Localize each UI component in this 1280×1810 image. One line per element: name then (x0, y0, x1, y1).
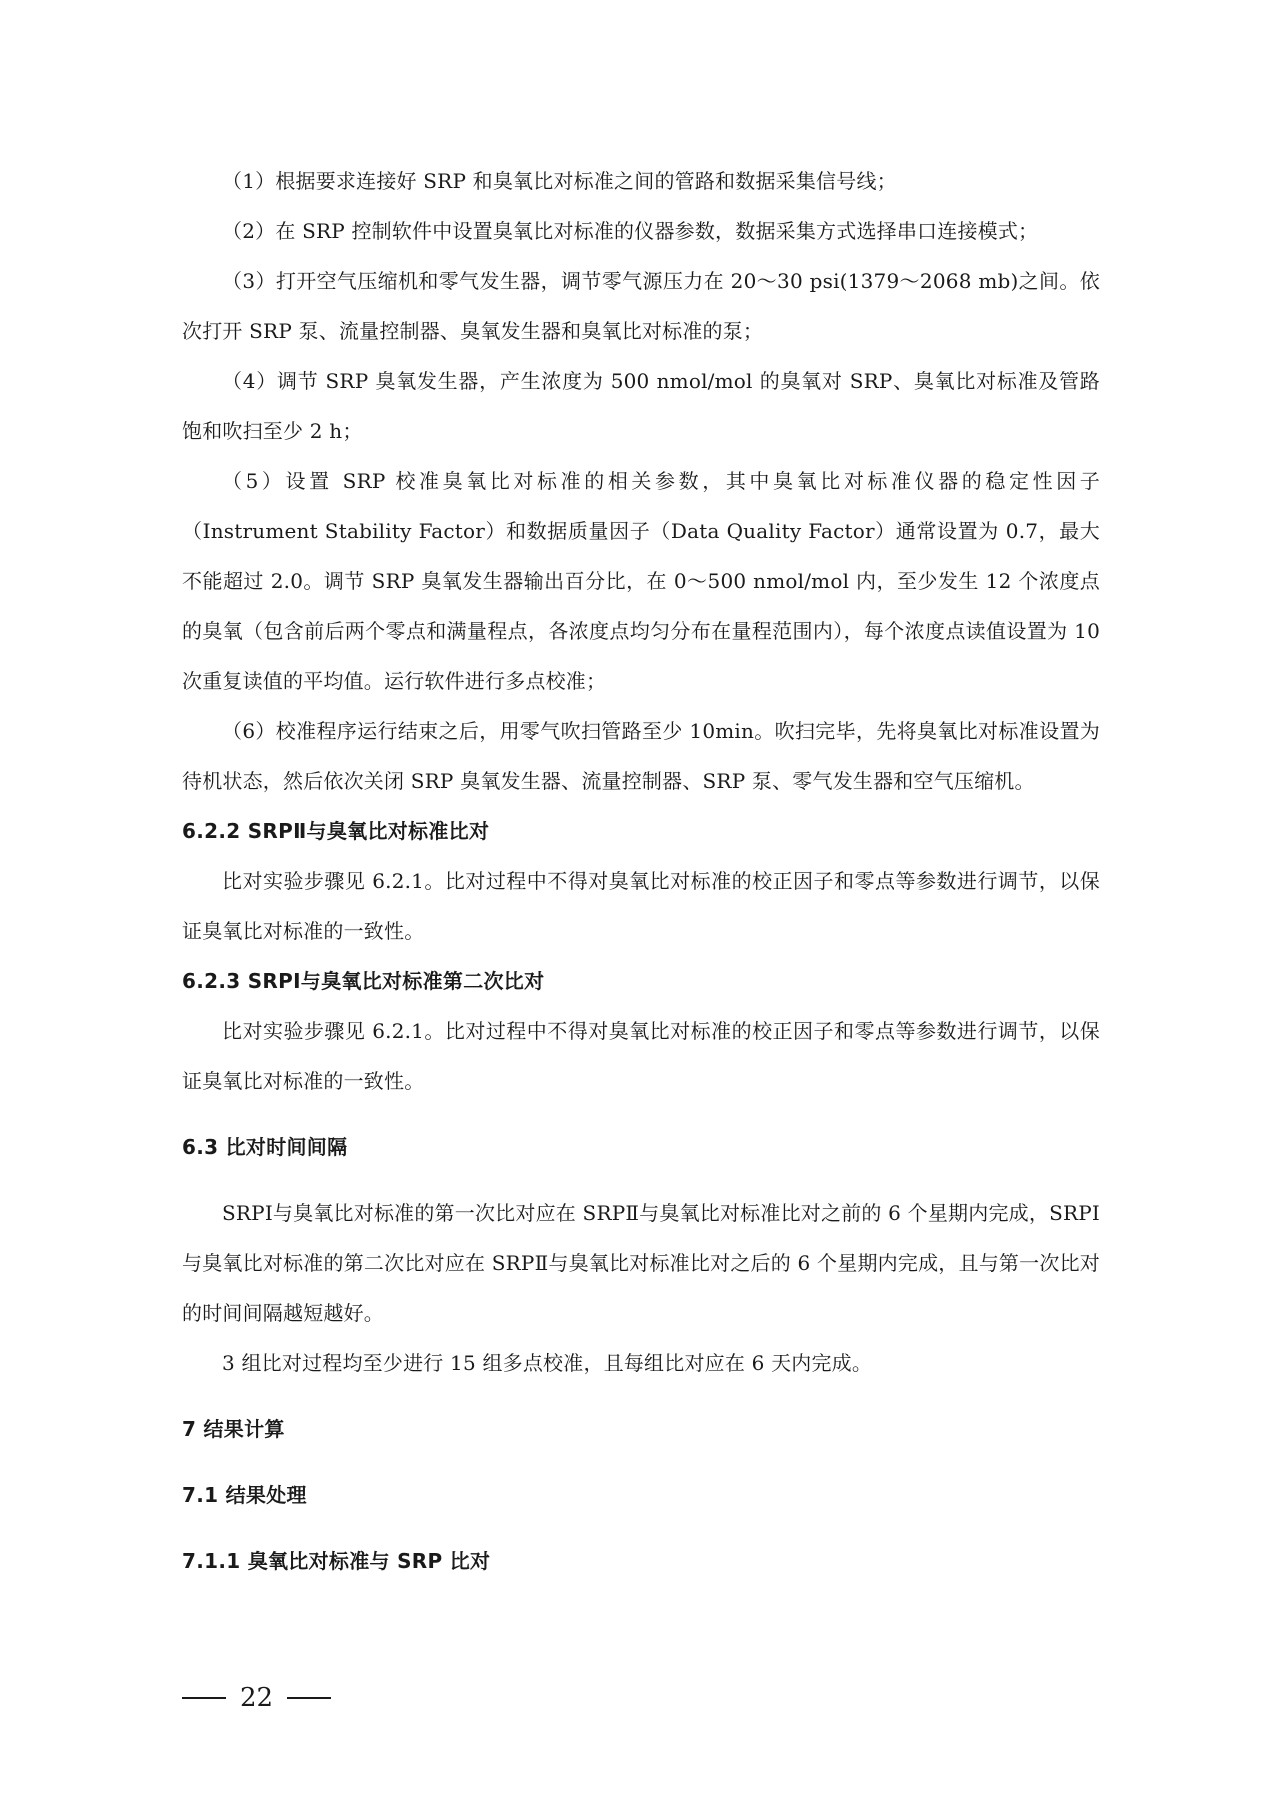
section-6-3-paragraph-2: 3 组比对过程均至少进行 15 组多点校准，且每组比对应在 6 天内完成。 (222, 1351, 873, 1375)
section-6-2-2-text: 比对实验步骤见 6.2.1。比对过程中不得对臭氧比对标准的校正因子和零点等参数进行调节，以保证臭氧比对标准的一致性。 (182, 869, 1100, 943)
section-7-1-heading: 7.1 结果处理 (182, 1483, 307, 1507)
footer-left-dash (182, 1697, 226, 1699)
section-6-2-2-heading: 6.2.2 SRPⅡ与臭氧比对标准比对 (182, 819, 490, 843)
step-2: （2）在 SRP 控制软件中设置臭氧比对标准的仪器参数，数据采集方式选择串口连接模式； (222, 219, 1039, 243)
step-5: （5）设置 SRP 校准臭氧比对标准的相关参数，其中臭氧比对标准仪器的稳定性因子（Instrument Stability Factor）和数据质量因子（Data Quality Factor）通常设置为 0.7，最大不能超过 2.0。调节 SRP 臭氧发生器输出百分比，在 0～500 nmol/mol 内，至少发生 12 个浓度点的臭氧（包含前后两个零点和满量程点，各浓度点均匀分布在量程范围内），每个浓度点读值设置为 10 次重复读值的平均值。运行软件进行多点校准； (182, 469, 1100, 693)
footer-right-dash (287, 1697, 331, 1699)
step-6: （6）校准程序运行结束之后，用零气吹扫管路至少 10min。吹扫完毕，先将臭氧比对标准设置为待机状态，然后依次关闭 SRP 臭氧发生器、流量控制器、SRP 泵、零气发生器和空气压缩机。 (182, 719, 1100, 793)
section-7-heading: 7 结果计算 (182, 1417, 285, 1441)
section-6-3-paragraph-1: SRPⅠ与臭氧比对标准的第一次比对应在 SRPⅡ与臭氧比对标准比对之前的 6 个星期内完成，SRPⅠ与臭氧比对标准的第二次比对应在 SRPⅡ与臭氧比对标准比对之后的 6 个星期内完成，且与第一次比对的时间间隔越短越好。 (182, 1201, 1100, 1325)
section-6-3-heading: 6.3 比对时间间隔 (182, 1135, 348, 1159)
step-4: （4）调节 SRP 臭氧发生器，产生浓度为 500 nmol/mol 的臭氧对 SRP、臭氧比对标准及管路饱和吹扫至少 2 h； (182, 369, 1100, 443)
page-number: 22 (240, 1683, 274, 1713)
section-7-1-1-heading: 7.1.1 臭氧比对标准与 SRP 比对 (182, 1549, 491, 1573)
step-3: （3）打开空气压缩机和零气发生器，调节零气源压力在 20～30 psi(1379～2068 mb)之间。依次打开 SRP 泵、流量控制器、臭氧发生器和臭氧比对标准的泵； (182, 269, 1100, 343)
section-6-2-3-text: 比对实验步骤见 6.2.1。比对过程中不得对臭氧比对标准的校正因子和零点等参数进行调节，以保证臭氧比对标准的一致性。 (182, 1019, 1100, 1093)
page-footer (182, 1678, 331, 1718)
step-1: （1）根据要求连接好 SRP 和臭氧比对标准之间的管路和数据采集信号线； (222, 169, 897, 193)
section-6-2-3-heading: 6.2.3 SRPⅠ与臭氧比对标准第二次比对 (182, 969, 545, 993)
page-content (182, 156, 1100, 1586)
